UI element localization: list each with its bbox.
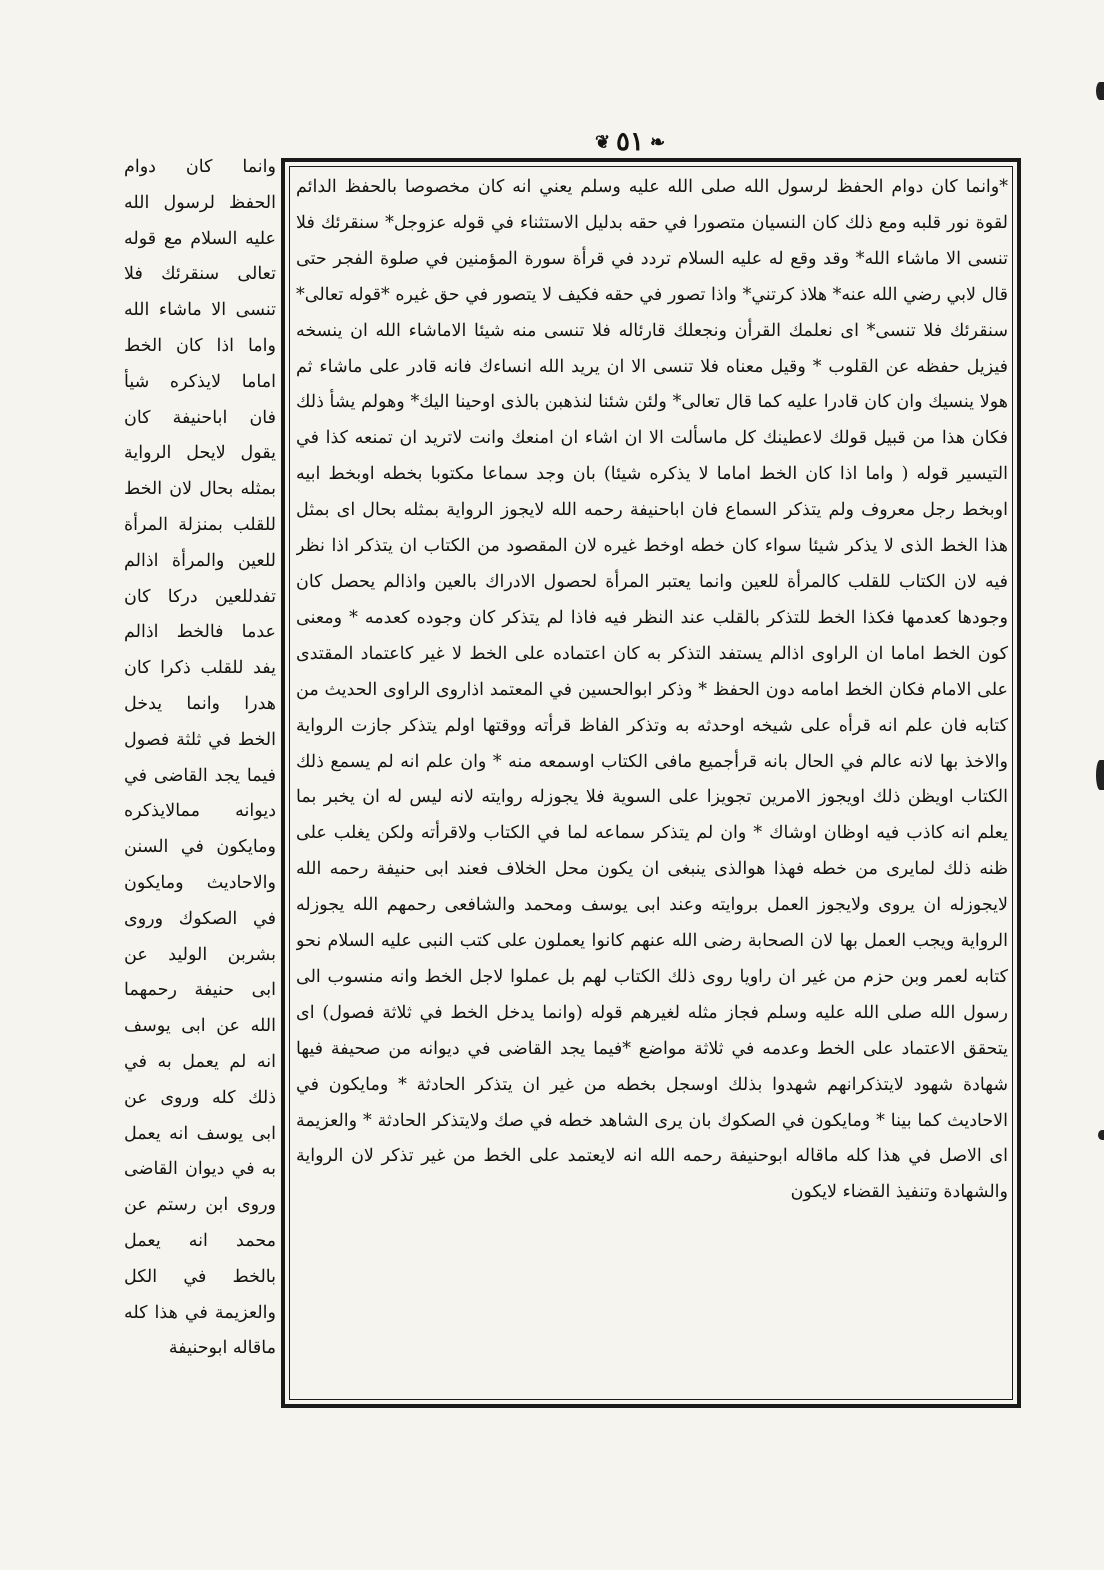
ornament-right: ❧ (649, 131, 666, 153)
page-number-value: ٥١ (616, 127, 644, 157)
edge-mark-bottom (1098, 1130, 1104, 1140)
margin-commentary (124, 150, 276, 1410)
ornament-left: ❦ (594, 131, 611, 153)
page-number (575, 122, 685, 162)
edge-mark-middle (1096, 760, 1104, 790)
edge-mark-top (1096, 82, 1104, 100)
main-text-block (296, 170, 1008, 1400)
margin-commentary-body: وانما كان دوام الحفظ لرسول الله عليه السلام مع قوله تعالى سنقرئك فلا تنسى الا ماشاء الله واما اذا كان الخط اماما لايذكره شيأ فان اباحنيفة كان يقول لايحل الرواية بمثله بحال لان الخط للقلب بمنزلة المرأة للعين والمرأة اذالم تفدللعين دركا كان عدما فالخط اذالم يفد للقلب ذكرا كان هدرا وانما يدخل الخط في ثلثة فصول فيما يجد القاضى في ديوانه ممالايذكره ومايكون في السنن والاحاديث ومايكون في الصكوك وروى بشربن الوليد عن ابى حنيفة رحمهما الله عن ابى يوسف انه لم يعمل به في ذلك كله وروى عن ابى يوسف انه يعمل به في ديوان القاضى وروى ابن رستم عن محمد انه يعمل بالخط في الكل والعزيمة في هذا كله ماقاله ابوحنيفة (124, 157, 276, 1359)
main-text-body: *وانما كان دوام الحفظ لرسول الله صلى الله عليه وسلم يعني انه كان مخصوصا بالحفظ الدائم لقوة نور قلبه ومع ذلك كان النسيان متصورا في حقه بدليل الاستثناء في قوله عزوجل* سنقرئك فلا تنسى الا ماشاء الله* وقد وقع له عليه السلام تردد في قرأة سورة المؤمنين في صلوة الفجر حتى قال لابي رضي الله عنه* هلاذ كرتني* واذا تصور في حقه فكيف لا يتصور في حق غيره *قوله تعالى* سنقرئك فلا تنسى* اى نعلمك القرأن ونجعلك قارئاله فلا تنسى منه شيئا الاماشاء الله ان ينسخه فيزيل حفظه عن القلوب * وقيل معناه فلا تنسى الا ان يريد الله انساءك فانه قادر على ماشاء ثم هولا ينسيك وان كان قادرا عليه كما قال تعالى* ولئن شئنا لنذهبن بالذى اوحينا اليك* وهولم يشأ ذلك فكان هذا من قبيل قولك لاعطينك كل ماسألت الا ان اشاء ان امنعك وانت لاتريد ان تمنعه كذا في التيسير قوله ( واما اذا كان الخط اماما لا يذكره شيئا) بان وجد سماعا مكتوبا بخطه اوبخط ابيه اوبخط رجل معروف ولم يتذكر السماع فان اباحنيفة رحمه الله لايجوز الرواية بمثله بحال اى بمثل هذا الخط الذى لا يذكر شيئا سواء كان خطه اوخط غيره لان المقصود من الكتاب ان يتذكر اذا نظر فيه لان الكتاب للقلب كالمرأة للعين وانما يعتبر المرأة لحصول الادراك بالعين واذالم يحصل كان وجودها كعدمها فكذا الخط للتذكر بالقلب عند النظر فيه فاذا لم يتذكر كان وجوده كعدمه * ومعنى كون الخط اماما ان الراوى اذالم يستفد التذكر به كان اعتماده على الخط لا غير كاعتماد المقتدى على الامام فكان الخط امامه دون الحفظ * وذكر ابوالحسين في المعتمد اذاروى الراوى الحديث من كتابه فان علم انه قرأه على شيخه اوحدثه به وتذكر الفاظ قرأته ووقتها اولم يتذكر جازت الرواية والاخذ بها لانه عالم في الحال بانه قرأجميع مافى الكتاب اوسمعه منه * وان علم انه لم يسمع ذلك الكتاب اويظن ذلك اويجوز الامرين تجويزا على السوية فلا يجوزله روايته لانه ليس له ان يخبر بما يعلم انه كاذب فيه اوظان اوشاك * وان لم يتذكر سماعه لما في الكتاب ولاقرأته ولكن يغلب على ظنه ذلك لمايرى من خطه فهذا هوالذى ينبغى ان يكون محل الخلاف فعند ابى حنيفة رحمه الله لايجوزله ان يروى ولايجوز العمل بروايته وعند ابى يوسف ومحمد والشافعى رحمهم الله يجوزله الرواية ويجب العمل بها لان الصحابة رضى الله عنهم كانوا يعملون على كتب النبى عليه السلام نحو كتابه لعمر وبن حزم من غير ان راويا روى ذلك الكتاب لهم بل عملوا لاجل الخط وانه منسوب الى رسول الله صلى الله عليه وسلم فجاز مثله لغيرهم قوله (وانما يدخل الخط في ثلاثة فصول) اى يتحقق الاعتماد على الخط وعدمه في ثلاثة مواضع *فيما يجد القاضى في ديوانه من صحيفة فيها شهادة شهود لايتذكرانهم شهدوا بذلك اوسجل بخطه من غير ان يتذكر الحادثة * ومايكون في الاحاديث كما بينا * ومايكون في الصكوك بان يرى الشاهد خطه في صك ولايتذكر الحادثة * والعزيمة اى الاصل في هذا كله ماقاله ابوحنيفة رحمه الله انه لايعتمد على الخط من غير تذكر لان الرواية والشهادة وتنفيذ القضاء لايكون (296, 177, 1008, 1203)
